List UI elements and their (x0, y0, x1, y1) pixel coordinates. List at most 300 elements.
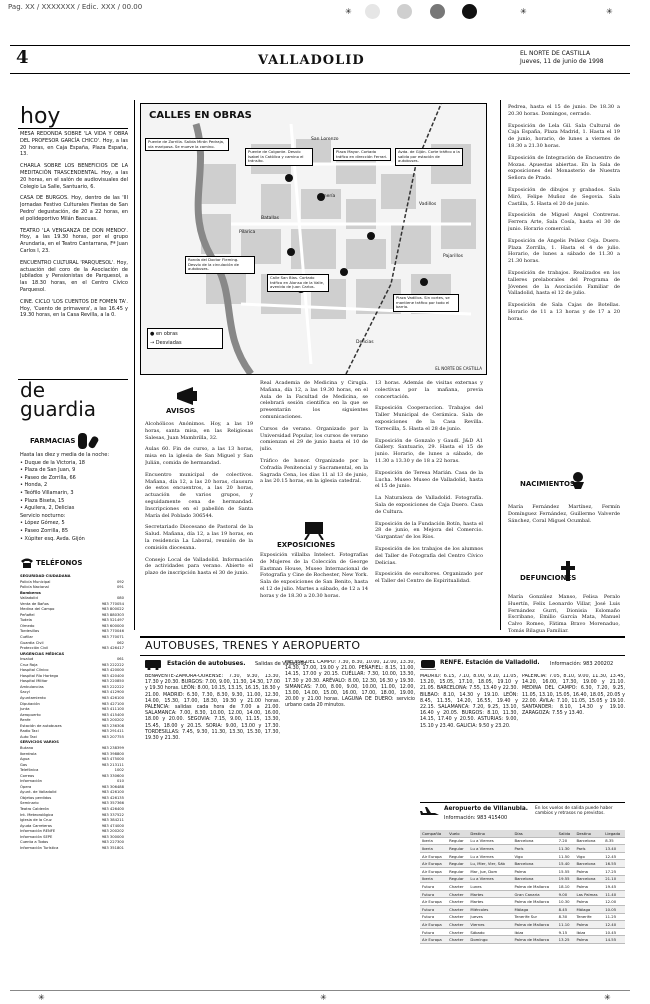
airport-row (420, 837, 625, 845)
airport-cell: Futura (420, 928, 447, 936)
airport-cell: Martes (468, 898, 512, 906)
works-marker-icon: ● (150, 331, 155, 337)
airport-row (420, 905, 625, 913)
telefono-label: Cuenta a Todos (20, 840, 49, 845)
telefono-label: Junta (20, 707, 30, 712)
aviso-item: Real Academia de Medicina y Cirugía. Mañana, día 12, a las 19.30 horas, en el Aula de la Facultad de Medicina, se celebrará sesión científica en la que se presentarán los siguientes comunicaciones. (260, 380, 368, 420)
telefono-number: 983 200202 (101, 829, 124, 834)
telefono-label: Ayunt. de Valladolid (20, 790, 57, 795)
airport-cell: Barcelona (512, 860, 556, 868)
telefono-label: Auto Taxi (20, 734, 37, 739)
telefono-label: Correos (20, 773, 35, 778)
airport-cell: Mar, Jue, Dom (468, 867, 512, 875)
telefono-label: Ayuntamiento (20, 696, 46, 701)
farmacia-item: • Plaza de San Juan, 9 (20, 467, 76, 474)
hoy-title: hoy (20, 104, 61, 129)
airport-cell: Regular (447, 852, 468, 860)
color-swatch-mid (397, 4, 412, 19)
map-callout: Plaza Vadillos. Sin cortes, se mantiene tráfico por todo el barrio. (393, 294, 459, 312)
airport-cell: 11.30 (557, 845, 575, 853)
telefono-number: 080 (116, 596, 124, 601)
aviso-item: Alcohólicos Anónimos. Hoy, a las 19 horas, santa misa, en las Religiosas Salesas, Juan Mambrilla, 32. (145, 421, 253, 441)
telefono-label: Renfe (20, 718, 31, 723)
aviso-item: Consejo Local de Valladolid. Información de actividades para verano. Abierto el plazo de inscripción hasta el 30 de junio. (145, 556, 253, 577)
farmacia-item: • Plaza Biseta, 15 (20, 497, 65, 504)
exposicion-item: Exposición Cooperaccion. Trabajos del Taller Municipal de Cerámica. Sala de exposiciones de la Casa Revilla. Torrecilla, 5. Hasta el 28 de junio. (375, 405, 483, 432)
airport-cell: Palma de Mallorca (512, 921, 556, 929)
telefono-label: Iberdrola (20, 751, 37, 756)
easel-icon (301, 520, 327, 540)
farmacias-header (30, 432, 130, 450)
airport-cell: París (574, 845, 603, 853)
airplane-icon (420, 806, 440, 822)
airport-column-header: Compañía (420, 830, 447, 837)
exposiciones-col-2 (375, 380, 483, 630)
airport-note: En los vuelos de salida puede haber cambios y retrasos no previstos. (535, 806, 613, 817)
telefono-label: Seminario (20, 801, 39, 806)
registration-mark: ✳ (345, 7, 352, 16)
map-callout: Avda. de Gijón. Corte tráfico a la salida por estación de autobuses. (395, 148, 463, 166)
telefono-number: 092 (116, 579, 124, 584)
hoy-item: CHARLA SOBRE LOS BENEFICIOS DE LA MEDITACIÓN TRASCENDENTAL. Hoy, a las 20 horas, en el salón de audiovisuales del Colegio La Salle, Santuario, 6. (20, 163, 128, 190)
airport-cell: Air Europa (420, 867, 447, 875)
transport-title: AUTOBUSES, TRENES Y AEROPUERTO (145, 639, 361, 652)
telefonos-header (20, 557, 128, 571)
detour-arrow-icon: → (150, 340, 155, 346)
airport-cell: 11.10 (557, 921, 575, 929)
airport-cell: Miércoles (468, 905, 512, 913)
map-callout: Plaza Mayor. Cortado tráfico en dirección Ferrari. (333, 148, 391, 161)
airport-cell: Charter (447, 883, 468, 891)
airport-cell: Málaga (512, 905, 556, 913)
telefono-label: Int. Meteorológica (20, 812, 54, 817)
aviso-item: Encuentro municipal de colectivos. Mañana, día 12, a las 20 horas, clausura de estos encuentros, a las 20 horas, actuación de varios grupos, y seguidamente cena de hermandad. Inscripciones en el pabellón de Santa María del Poblado 306544. (145, 471, 253, 519)
printer-slug: Pag. XX / XXXXXXX / Edic. XXX / 00.00 (8, 3, 143, 11)
exposiciones-intro: Exposición villalba Intelect. Fotografías de Mujeres de la Colección de George Eastman House, Museo Internacional de Fotografía y Cine de Rochester, New York. Sala de exposiciones de San Benito, hasta el 12 de julio. Martes a sábado, de 12 a 14 horas y de 18.30 a 20.30 horas. (260, 552, 368, 599)
telefono-number: 983 222222 (101, 684, 124, 689)
exposicion-item: Exposición de Teresa Marián. Casa de la Lucha. Museo Museo de Valladolid, hasta el 15 de junio. (375, 469, 483, 490)
airport-cell: Futura (420, 883, 447, 891)
telefono-label: Telefónica (20, 768, 39, 773)
airport-cell: Tenerife Sur (512, 913, 556, 921)
telefono-label: Protección Civil (20, 646, 49, 651)
telefono-label: Medina del Campo (20, 607, 55, 612)
airport-row (420, 883, 625, 891)
place-label: Tenería (319, 194, 336, 199)
legend-works: ● en obras (150, 331, 178, 337)
airport-cell: Futura (420, 905, 447, 913)
telefono-number: 983 420400 (101, 673, 124, 678)
telefono-number: 983 291411 (101, 729, 124, 734)
airport-cell: Futura (420, 890, 447, 898)
newspaper-name: EL NORTE DE CASTILLA (520, 50, 591, 57)
exposicion-item: Exposición de trabajos. Realizados en los talleres prelaborales del Programa de Jóvenes de la Asociación Familiar de Valladolid, hasta el 12 de julio. (508, 269, 620, 297)
registration-mark: ✳ (520, 7, 527, 16)
airport-cell: Domingo (468, 936, 512, 944)
airport-column-header: Vuelo (447, 830, 468, 837)
renfe-schedule-2: PALENCIA: 7.05, 8.10, 9.00, 11.30, 13.45, 14.20, 16.00, 17.30, 19.00 y 21.10. MEDINA DEL CAMPO: 6.30, 7.20, 9.25, 11.05, 13.10, 15.05, 16.40, 18.05, 20.05 y 22.00. ÁVILA: 7.10, 11.05, 15.05 y 19.10. SANTANDER: 8.10, 14.30 y 19.10. ZARAGOZA: 7.55 y 13.40. (522, 674, 625, 717)
page-number: 4 (16, 47, 29, 68)
airport-cell: Vigo (574, 852, 603, 860)
telefono-label: Información RENFE (20, 829, 56, 834)
exposicion-item: Exposición de Integración de Encuentro de Mozas. Apuestas abiertas. En la Sala de exposiciones del Monasterio de Nuestra Señora de Prado. (508, 154, 620, 182)
telefono-label: Agua (20, 757, 30, 762)
airport-cell: Palma (512, 867, 556, 875)
megaphone-icon (175, 385, 205, 407)
airport-cell: 13.40 (603, 845, 625, 853)
airport-cell: Ibiza (512, 928, 556, 936)
exposicion-item: Exposición de Lela Gil. Sala Cultural de Caja España, Plaza Madrid, 1. Hasta el 19 de junio, horario, de lunes a viernes de 18.30 a 21.30 horas. (508, 122, 620, 149)
telefono-number: 983 398800 (101, 751, 124, 756)
airport-cell: 11.25 (603, 913, 625, 921)
aviso-item: Tráfico de honor. Organizado por la Cofradía Penitencial y Sacramental, en la Sagrada Cena, los días 11 al 13 de junio, a las 20.15 horas, en la iglesia catedral. (260, 457, 368, 485)
telefono-number: 983 426417 (101, 646, 124, 651)
airport-column-header: Días (512, 830, 556, 837)
map-title: CALLES EN OBRAS (149, 110, 252, 121)
telefono-label: Estación de autobuses (20, 723, 62, 728)
farmacia-item: • Paseo de Zorrilla, 66 (20, 474, 76, 481)
telefono-label: Guardia Civil (20, 640, 44, 645)
airport-cell: 19.45 (603, 883, 625, 891)
map-legend (147, 328, 223, 349)
airport-header (420, 806, 530, 828)
airport-cell: 10.45 (603, 928, 625, 936)
airport-cell: Charter (447, 936, 468, 944)
airport-cell: Barcelona (512, 837, 556, 845)
airport-cell: Charter (447, 890, 468, 898)
farmacias-title: FARMACIAS (30, 437, 76, 445)
aviso-item: Aulas 60. Fin de curso, a las 13 horas, misa en la iglesia de San Miguel y San Julián, comida de hermandad. (145, 446, 253, 466)
defunciones-title: DEFUNCIONES (520, 574, 577, 582)
telefono-label: Información Turística (20, 845, 59, 850)
telephone-icon (20, 557, 34, 569)
color-swatch-light (365, 4, 380, 19)
airport-row (420, 875, 625, 883)
telefono-number: 983 800022 (101, 607, 124, 612)
exposicion-item: Exposición de escultores. Organizado por el Taller del Centro de Espiritualidad. (375, 571, 483, 585)
airport-cell: Charter (447, 905, 468, 913)
airport-cell: Lu a Viernes (468, 837, 512, 845)
airport-cell: 15.55 (557, 867, 575, 875)
registration-mark: ✳ (606, 7, 613, 16)
nacimientos-header (520, 470, 620, 500)
airport-cell: 9.00 (557, 890, 575, 898)
telefono-number: 983 426100 (101, 790, 124, 795)
airport-cell: Málaga (574, 905, 603, 913)
airport-table-header (420, 830, 625, 837)
telefono-label: Cuéllar (20, 635, 34, 640)
exposiciones-header (265, 520, 365, 550)
telefono-label: Ambulancias (20, 684, 44, 689)
nacimientos-title: NACIMIENTOS (520, 480, 575, 488)
telefono-label: Información (20, 779, 42, 784)
telefono-label: Bomberos (20, 590, 41, 595)
airport-cell: Air Europa (420, 860, 447, 868)
telefono-number: 983 306488 (101, 784, 124, 789)
bus-schedule-1: BENAVENTE-ZAMORA-OURENSE: 7.30, 9.30, 13.30, 17.30 y 20.30. BURGOS: 7.00, 9.00, 11.30, 14.30, 17.00 y 19.30 horas. LEÓN: 8.00, 10.15, 13.15, 16.15, 18.30 y 21.00. MADRID: 6.30, 7.30, 8.30, 9.30, 11.00, 12.30, 14.00, 15.30, 17.00, 18.30, 19.30 y 21.00 horas. PALENCIA: salidas cada hora de 7.00 a 21.00. SALAMANCA: 7.00, 8.30, 10.00, 12.00, 14.00, 16.00, 18.00 y 20.00. SEGOVIA: 7.15, 9.00, 11.15, 13.30, 15.45, 18.00 y 20.15. SORIA: 9.00, 13.00 y 17.30. TORDESILLAS: 7.45, 9.30, 11.30, 13.30, 15.30, 17.30, 19.30 y 21.30. (145, 674, 280, 742)
telefono-number: 983 412900 (101, 690, 124, 695)
legend-detours: → Desviadas (150, 340, 182, 346)
hoy-item: TEATRO 'LA VENGANZA DE DON MENDO'. Hoy, a las 19.30 horas, por el grupo Arundaria, en el Teatro Cantarrana, Fª Juan Carlos I, 23. (20, 227, 128, 254)
airport-cell: Barcelona (574, 837, 603, 845)
works-map (140, 103, 487, 375)
airport-row (420, 921, 625, 929)
airport-cell: 17.25 (603, 867, 625, 875)
telefono-label: Cruz Roja (20, 662, 38, 667)
telefono-number: 983 200202 (101, 718, 124, 723)
airport-column-header: Salida (557, 830, 575, 837)
nacimientos-text: María Fernández Martínez, Fermín Domínguez Fernández, Guillermo Valverde Sánchez, Coral Miguel Ocumbal. (508, 504, 620, 524)
telefono-number: 010 (116, 779, 124, 784)
avisos-title: AVISOS (166, 407, 195, 415)
airport-cell: Air Europa (420, 852, 447, 860)
airport-row (420, 890, 625, 898)
section-title: VALLADOLID (258, 53, 365, 68)
telefono-label: Policía Nacional (20, 585, 49, 590)
airport-cell: Air Europa (420, 921, 447, 929)
telefono-number: 062 (116, 640, 124, 645)
renfe-header (420, 659, 625, 671)
telefono-number: 983 521497 (101, 618, 124, 623)
airport-cell: Regular (447, 845, 468, 853)
airport-cell: Palma (574, 898, 603, 906)
farmacia-item: • Duque de la Victoria, 18 (20, 459, 85, 466)
telefono-label: Insalud (20, 657, 34, 662)
registration-mark: ✳ (38, 993, 45, 1002)
map-callout: Calle San Blas. Cortado tráfico en Alonso de la Valle, avenida de Juan Carlos. (267, 274, 329, 292)
telefono-number: 983 300000 (101, 834, 124, 839)
telefono-number: 983 220850 (101, 679, 124, 684)
airport-cell: 21.10 (603, 875, 625, 883)
airport-title: Aeropuerto de Villanubla. (444, 806, 528, 812)
bus-subtitle: Salidas de Valladolid (255, 661, 307, 667)
airport-phone: Información: 983 415400 (444, 815, 508, 821)
farmacia-night-item: • Paseo Zorrilla, 85 (20, 527, 69, 534)
telefono-label: Diputación (20, 701, 40, 706)
airport-cell: Iberia (420, 845, 447, 853)
airport-row (420, 898, 625, 906)
telefono-number: 983 213111 (101, 762, 124, 767)
telefono-label: URGENCIAS MÉDICAS (20, 651, 65, 656)
airport-row (420, 867, 625, 875)
telefonos-title: TELÉFONOS (36, 559, 83, 567)
airport-cell: Viernes (468, 921, 512, 929)
telefono-number: 983 337522 (101, 812, 124, 817)
exposicion-item: Exposición de Sala Cajas de Botellas. Horario de 11 a 13 horas y de 17 a 20 horas. (508, 302, 620, 322)
farmacias-night-intro: Servicio nocturno: (20, 512, 66, 519)
airport-cell: 14.55 (603, 936, 625, 944)
map-callout: Puente de Zorrilla. Salida Mirón Pedraja, vía mariposa. Se mueve la camino. (145, 138, 229, 151)
hoy-item: CINE. CICLO 'LOS CUENTOS DE FOMEN TA'. Hoy, 'Cuento de primavera', a las 16.45 y 19.30 horas, en la Casa Revilla, a la 0. (20, 298, 128, 319)
defunciones-text: María González Manso, Felisa Peralo Huertín, Felix Leonardo Villar, José Luis Fernández Gurri, Dionisia Eslomaño Escribano, Emilio García Mata, Manuel Calvo Romeo, Fátima Bravo Morenaduo, Tomás Bilagua Familiar. (508, 594, 620, 634)
exposicion-item: Exposición de Miguel Angel Contreras. Ferrera Arte, Sala Cosía, hasta el 30 de junio. Horario comercial. (508, 212, 620, 232)
hoy-item: MESA REDONDA SOBRE 'LA VIDA Y OBRA DEL PROFESOR GARCÍA CHICO'. Hoy, a las 20 horas, en Caja España, Plaza España, 13. (20, 131, 128, 158)
exposicion-item: Exposición de Gonzalo y Gaudí. J&D A1 Gallery. Santuario, 29. Hasta el 15 de junio. Horario, de lunes a sábado, de 11.30 a 13.30 y de 18 a 22 horas. (375, 437, 483, 464)
exposicion-item: Exposición de dibujos y grabados. Sala Miró, Felipe Muñoz de Segovia. Sala Castilla, 5. Hasta el 20 de junio. (508, 186, 620, 207)
map-credit: EL NORTE DE CASTILLA (435, 366, 482, 371)
place-label: Delicias (356, 340, 374, 345)
telefono-number: 983 427100 (101, 701, 124, 706)
telefono-number: 983 384211 (101, 818, 124, 823)
map-callout: Ronda del Doctor Fleming. Desvío de la circulación de autobuses. (185, 256, 255, 274)
defunciones-header (520, 560, 620, 590)
hoy-item: ENCUENTRO CULTURAL 'PARQUESOL'. Hoy, actuación del coro de la Asociación de Jubilados y Pensionistas de Parquesol, a las 18.30 horas, en el Centro Cívico Parquesol. (20, 259, 128, 293)
place-label: Batallas (261, 216, 279, 221)
farmacia-night-item: • Xúpiter esq. Avda. Gijón (20, 535, 85, 542)
airport-cell: Air Europa (420, 898, 447, 906)
telefono-number: 983 415400 (101, 712, 124, 717)
telefono-number: 1002 (114, 768, 124, 773)
telefono-label: Butano (20, 745, 34, 750)
telefono-label: Policía Municipal (20, 579, 51, 584)
airport-cell: Palma (574, 867, 603, 875)
airport-cell: Palma de Mallorca (512, 898, 556, 906)
airport-cell: Charter (447, 921, 468, 929)
airport-cell: 19.55 (557, 875, 575, 883)
airport-cell: Jueves (468, 913, 512, 921)
airport-cell: 12.45 (603, 852, 625, 860)
airport-row (420, 860, 625, 868)
farmacias-list (20, 452, 128, 552)
telefono-label: Teatro Calderón (20, 806, 49, 811)
telefono-label: Valladolid (20, 596, 38, 601)
telefono-row (20, 846, 124, 852)
airport-cell: 10.05 (603, 905, 625, 913)
telefono-number: 983 330600 (101, 773, 124, 778)
airport-column-header: Destino (468, 830, 512, 837)
telefono-number: 983 426135 (101, 795, 124, 800)
airport-cell: Lu a Viernes (468, 852, 512, 860)
color-swatch-dark (430, 4, 445, 19)
airport-cell: Lu a Viernes (468, 845, 512, 853)
airport-cell: Regular (447, 867, 468, 875)
exposicion-item: La Naturaleza de Valladolid. Fotografía. Sala de exposiciones de Caja Duero. Casa de Cultura. (375, 495, 483, 515)
telefono-number: 983 420000 (101, 668, 124, 673)
airport-cell: 12.40 (603, 921, 625, 929)
telefonos-list (20, 574, 124, 851)
telefono-label: Ópera (20, 784, 32, 789)
airport-cell: Lu a Viernes (468, 875, 512, 883)
telefono-number: 983 475000 (101, 757, 124, 762)
telefono-label: Objetos perdidos (20, 795, 52, 800)
bus-icon (145, 660, 161, 670)
place-label: Pajarillos (443, 254, 463, 259)
exposicion-item: Exposición de los trabajos de los alumnos del Taller de Fotografía del Centro Cívico Delicias. (375, 545, 483, 566)
hoy-list (20, 131, 128, 379)
bus-title: Estación de autobuses. (167, 660, 246, 667)
airport-cell: Iberia (420, 837, 447, 845)
airport-cell: Ibiza (574, 928, 603, 936)
exposiciones-title: EXPOSICIONES (277, 541, 336, 549)
telefono-number: 983 207755 (101, 734, 124, 739)
airport-cell: Barcelona (574, 860, 603, 868)
farmacia-item: • Honda, 2 (20, 482, 48, 489)
exposicion-item: Pedrea, hasta el 15 de junio. De 18.30 a 20.30 horas. Domingos, cerrado. (508, 104, 620, 117)
airport-cell: Charter (447, 913, 468, 921)
airport-cell: París (512, 845, 556, 853)
telefono-number: 983 236308 (101, 723, 124, 728)
airport-cell: 16.55 (603, 860, 625, 868)
telefono-label: Gas (20, 762, 28, 767)
telefono-label: Iglesia de la Cruz (20, 818, 52, 823)
telefono-label: Radio Taxi (20, 729, 39, 734)
renfe-phone: Información: 983 200202 (550, 661, 614, 667)
registration-mark: ✳ (320, 993, 327, 1002)
airport-cell: 11.50 (557, 852, 575, 860)
airport-cell: Charter (447, 898, 468, 906)
telefono-number: 983 770046 (101, 629, 124, 634)
airport-cell: Regular (447, 860, 468, 868)
telefono-number: 983 222222 (101, 662, 124, 667)
telefono-label: Olmedo (20, 623, 35, 628)
airport-cell: Regular (447, 875, 468, 883)
avisos-col-1 (145, 421, 253, 630)
airport-column-header: Llegada (603, 830, 625, 837)
airport-cell: Charter (447, 928, 468, 936)
airport-cell: 15.40 (557, 860, 575, 868)
aviso-item: Cursos de verano. Organizado por la Universidad Popular, los cursos de verano comienzan el 29 de junio hasta el 10 de julio. (260, 425, 368, 453)
telefono-number: 983 770071 (101, 635, 124, 640)
airport-cell: Barcelona (574, 875, 603, 883)
telefono-label: Peñafiel (20, 612, 35, 617)
place-label: Pilarica (239, 230, 256, 235)
guardia-title-de: de (20, 378, 45, 402)
airport-cell: Regular (447, 837, 468, 845)
airport-cell: 11.40 (603, 890, 625, 898)
telefono-number: 983 357366 (101, 801, 124, 806)
renfe-schedule-1: MADRID: 6.15, 7.10, 8.00, 9.10, 11.05, 13.20, 15.05, 17.10, 18.05, 19.10 y 21.05. BARCELONA: 7.55, 13.40 y 22.30. BILBAO: 8.10, 14.30 y 19.10. LEÓN: 8.45, 11.35, 14.20, 16.55, 19.40 y 22.15. SALAMANCA: 7.20, 9.25, 13.10, 16.40 y 20.05. BURGOS: 8.10, 11.30, 14.15, 17.40 y 20.50. ASTURIAS: 9.00, 15.10 y 23.40. GALICIA: 9.50 y 23.20. (420, 674, 518, 729)
telefono-label: Tudela (20, 618, 32, 623)
airport-cell: Iberia (420, 875, 447, 883)
telefono-label: SERVICIOS VARIOS (20, 740, 59, 745)
telefono-label: Hospital Clínico (20, 668, 49, 673)
telefono-number: 983 880303 (101, 612, 124, 617)
telefono-label: Ayuda Carreteras (20, 823, 52, 828)
place-label: Vadillos (419, 202, 437, 207)
hoy-item: CASA DE BURGOS. Hoy, dentro de las 'III Jornadas Festivo Culturales Fiestas de San Pedro' degustación, de 20 a 22 horas, en el polideportivo Milán Bascuas. (20, 195, 128, 222)
airport-cell: Tenerife (574, 913, 603, 921)
telefono-label: Venta de Baños (20, 601, 49, 606)
airport-cell: Palma de Mallorca (512, 883, 556, 891)
telefono-label: Información SEPE (20, 834, 53, 839)
bus-schedule-2: MEDINA DEL CAMPO: 7.30, 8.30, 10.00, 12.00, 13.30, 14.30, 17.00, 19.00 y 21.00. PEÑAFIEL: 8.15, 11.00, 14.15, 17.00 y 20.15. CUÉLLAR: 7.30, 10.00, 13.30, 17.30 y 20.30. ARÉVALO: 8.00, 12.30, 16.30 y 19.30. SIMANCAS: 7.00, 8.00, 9.00, 10.00, 11.00, 12.00, 13.00, 14.00, 15.00, 16.00, 17.00, 18.00, 19.00, 20.00 y 21.00 horas. LAGUNA DE DUERO: servicio urbano cada 20 minutos. (285, 660, 415, 709)
issue-date: Jueves, 11 de junio de 1998 (520, 58, 604, 65)
exposicion-item: Exposición de Ángelis Peláez Ceja. Duero. Plaza Zorrilla, 1. Hasta el 4 de julio. Horario, de lunes a sábado de 11.30 a 21.30 horas. (508, 237, 620, 265)
farmacia-item: • Teófilo Villamarin, 3 (20, 489, 74, 496)
telefono-number: 983 411100 (101, 707, 124, 712)
farmacia-night-item: • López Gómez, 5 (20, 520, 65, 527)
telefono-number: 091 (116, 585, 124, 590)
color-swatch-black (462, 4, 477, 19)
airport-cell: Martes (468, 890, 512, 898)
telefono-label: Tordesillas (20, 629, 40, 634)
airport-cell: Lu, Mier, Vier, Sáb (468, 860, 512, 868)
telefono-number: 983 238399 (101, 745, 124, 750)
train-icon (420, 660, 436, 670)
airport-cell: 7.20 (557, 837, 575, 845)
airport-cell: 18.10 (557, 883, 575, 891)
telefono-label: SEGURIDAD CIUDADANA (20, 574, 71, 578)
airport-cell: Las Palmas (574, 890, 603, 898)
airport-cell: Palma (574, 921, 603, 929)
airport-row (420, 928, 625, 936)
airport-cell: Gran Canaria (512, 890, 556, 898)
avisos-col-2 (260, 380, 368, 514)
telefono-label: Aeropuerto (20, 712, 41, 717)
airport-cell: Sábado (468, 928, 512, 936)
airport-row (420, 845, 625, 853)
airport-cell: Futura (420, 913, 447, 921)
